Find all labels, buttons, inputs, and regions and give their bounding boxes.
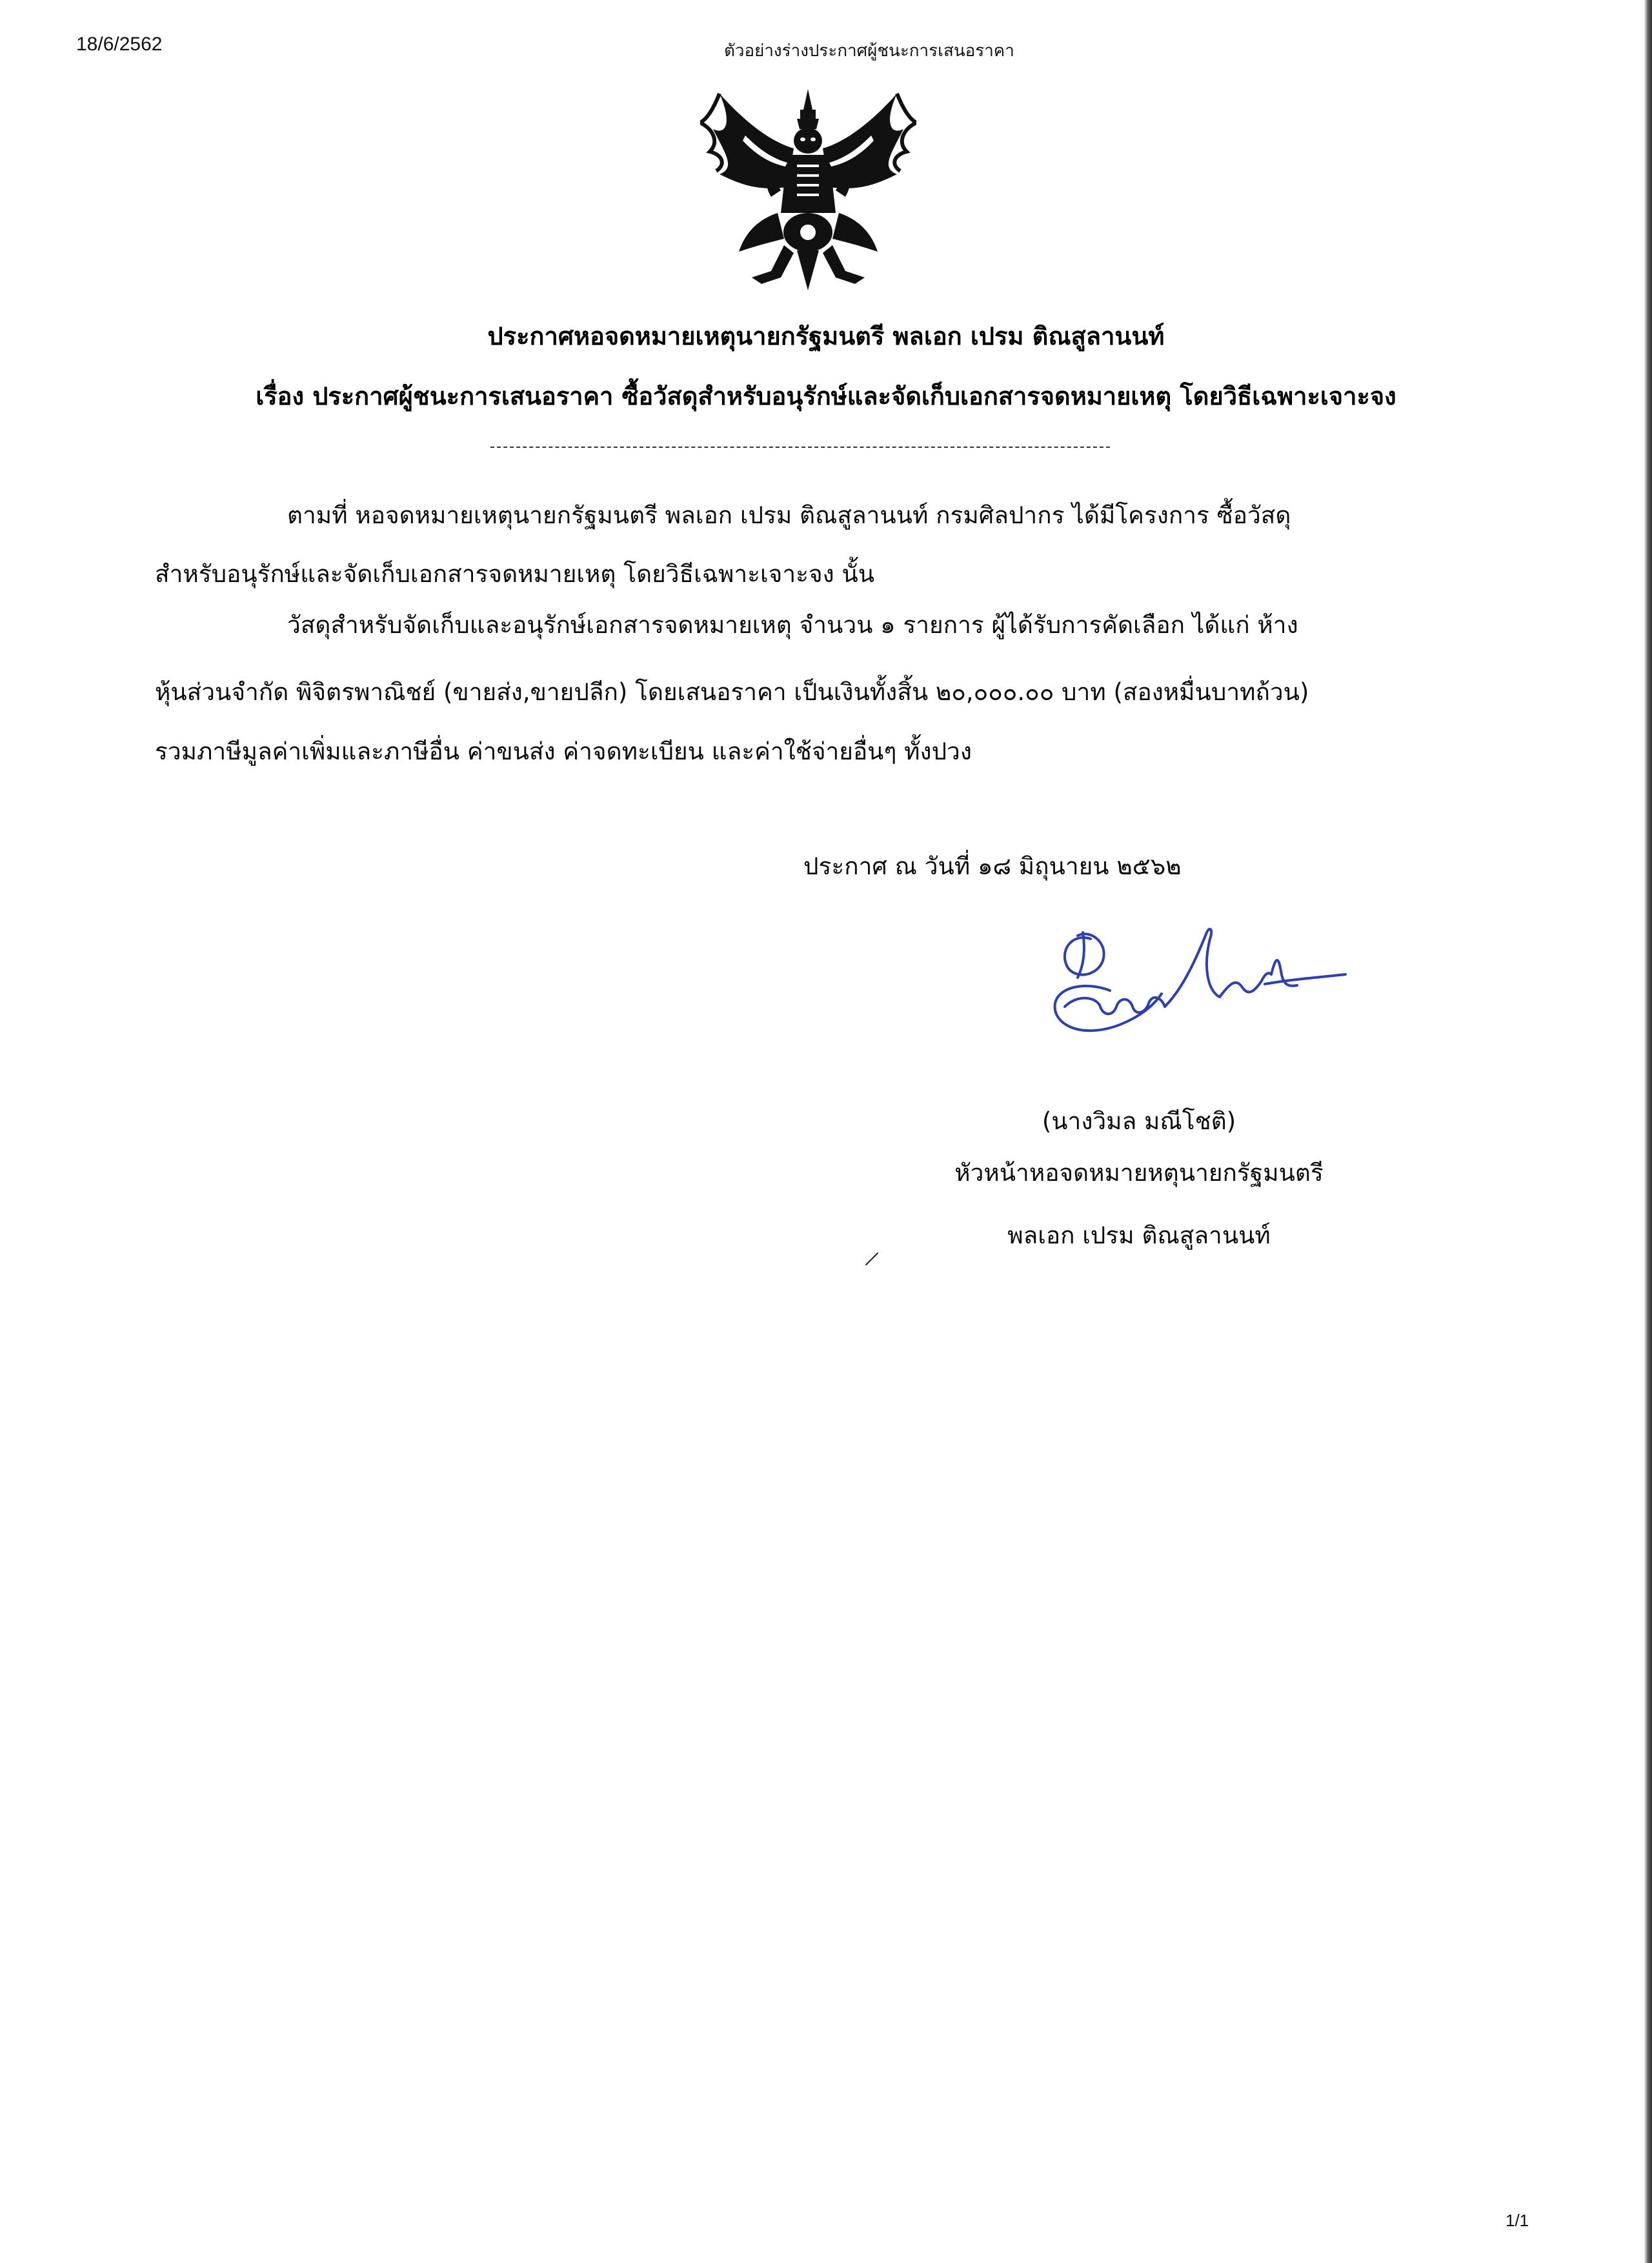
body-paragraph-2-line-1: วัสดุสำหรับจัดเก็บและอนุรักษ์เอกสารจดหมายเหตุ จำนวน ๑ รายการ ผู้ได้รับการคัดเลือก ได้แก่ ห้าง (287, 611, 1298, 639)
title-separator (490, 447, 1110, 448)
draft-label: ตัวอย่างร่างประกาศผู้ชนะการเสนอราคา (724, 41, 1014, 61)
announcement-date: ประกาศ ณ วันที่ ๑๘ มิถุนายน ๒๕๖๒ (803, 852, 1182, 880)
body-paragraph-2-line-3: รวมภาษีมูลค่าเพิ่มและภาษีอื่น ค่าขนส่ง ค่าจดทะเบียน และค่าใช้จ่ายอื่นๆ ทั้งปวง (155, 738, 972, 765)
body-paragraph-1-line-1: ตามที่ หอจดหมายเหตุนายกรัฐมนตรี พลเอก เปรม ติณสูลานนท์ กรมศิลปากร ได้มีโครงการ ซื้อวัสดุ (287, 501, 1291, 529)
stray-pen-mark-icon (865, 1251, 880, 1266)
page-number: 1/1 (1506, 2211, 1529, 2230)
signatory-position: หัวหน้าหอจดหมายหตุนายกรัฐมนตรี (954, 1159, 1324, 1187)
announcement-subject: เรื่อง ประกาศผู้ชนะการเสนอราคา ซื้อวัสดุสำหรับอนุรักษ์และจัดเก็บเอกสารจดหมายเหตุ โดยวิธีเฉพาะเจาะจง (256, 382, 1396, 410)
body-paragraph-2-line-2: หุ้นส่วนจำกัด พิจิตรพาณิชย์ (ขายส่ง,ขายปลีก) โดยเสนอราคา เป็นเงินทั้งสิ้น ๒๐,๐๐๐.๐๐ บาท (สองหมื่นบาทถ้วน) (155, 678, 1309, 706)
signatory-name: (นางวิมล มณีโชติ) (1042, 1107, 1236, 1135)
handwritten-signature-icon (1013, 913, 1349, 1049)
header-date: 18/6/2562 (76, 34, 163, 55)
signatory-position-line-2: พลเอก เปรม ติณสูลานนท์ (1007, 1222, 1271, 1249)
body-paragraph-1-line-2: สำหรับอนุรักษ์และจัดเก็บเอกสารจดหมายเหตุ โดยวิธีเฉพาะเจาะจง นั้น (155, 560, 875, 588)
garuda-emblem-icon (700, 84, 916, 297)
announcement-title: ประกาศหอจดหมายเหตุนายกรัฐมนตรี พลเอก เปรม ติณสูลานนท์ (487, 322, 1165, 350)
